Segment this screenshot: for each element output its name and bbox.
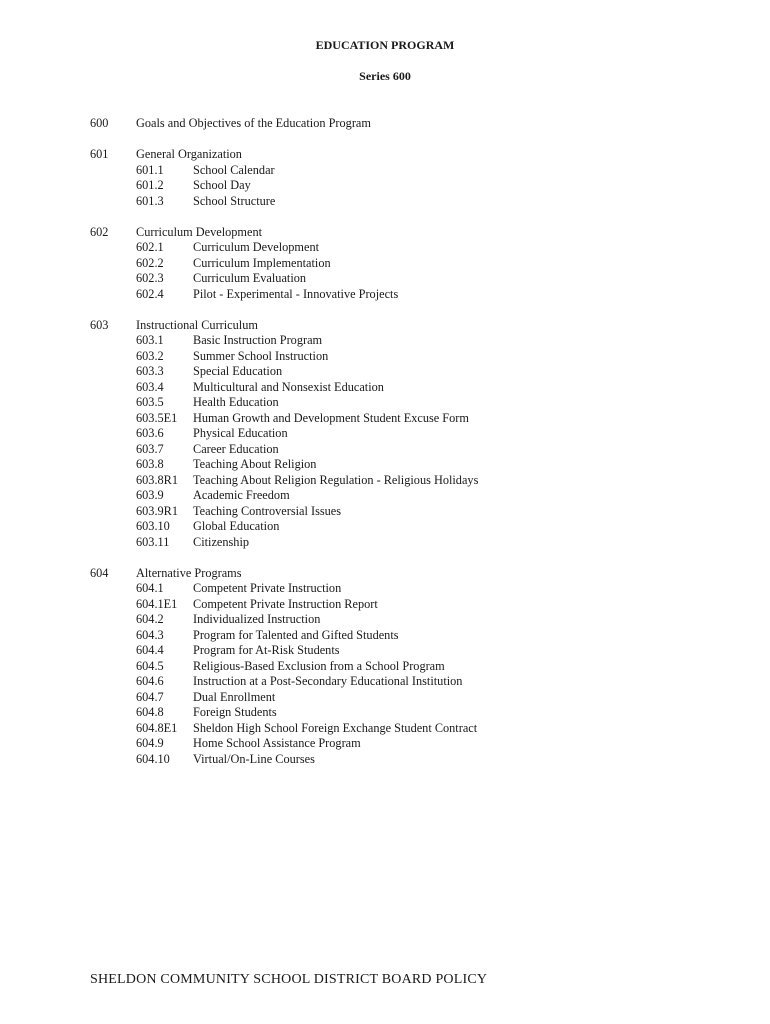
policy-item	[136, 457, 690, 473]
policy-item-number: 603.8R1	[136, 472, 179, 487]
policy-item-number: 603.5	[136, 395, 164, 409]
section-number: 601	[90, 147, 109, 161]
policy-item-number: 601.3	[136, 193, 164, 208]
policy-item-title: Sheldon High School Foreign Exchange Student Contract	[193, 720, 478, 735]
policy-item-title: Teaching About Religion Regulation - Religious Holidays	[193, 472, 479, 487]
section-title: Alternative Programs	[136, 565, 242, 580]
policy-item-number: 604.9	[136, 736, 164, 750]
policy-item-title: Multicultural and Nonsexist Education	[193, 379, 384, 394]
policy-item	[136, 442, 690, 458]
policy-item-number: 604.4	[136, 643, 164, 657]
policy-item	[136, 240, 690, 256]
policy-item-title: Individualized Instruction	[193, 612, 321, 626]
policy-item-number: 603.2	[136, 348, 164, 363]
policy-item-number: 603.11	[136, 534, 170, 549]
policy-item-title: Virtual/On-Line Courses	[193, 751, 315, 766]
policy-section	[90, 116, 690, 132]
policy-item	[136, 690, 690, 706]
policy-item-title: School Structure	[193, 193, 276, 208]
policy-item-title: Human Growth and Development Student Excuse Form	[193, 410, 469, 425]
policy-item	[136, 333, 690, 349]
policy-item-number: 604.8	[136, 705, 164, 719]
policy-item	[136, 380, 690, 396]
section-title: Instructional Curriculum	[136, 317, 258, 332]
policy-item-number: 603.9	[136, 488, 164, 502]
policy-item	[136, 612, 690, 628]
policy-item-number: 603.10	[136, 519, 170, 533]
policy-item-title: Program for At-Risk Students	[193, 643, 340, 657]
policy-item-title: Health Education	[193, 395, 279, 409]
policy-item-number: 603.7	[136, 441, 164, 456]
section-title: Goals and Objectives of the Education Program	[136, 116, 371, 130]
policy-item-number: 604.3	[136, 627, 164, 642]
policy-item-title: Summer School Instruction	[193, 348, 329, 363]
policy-item	[136, 488, 690, 504]
policy-item	[136, 271, 690, 287]
policy-item-number: 603.4	[136, 379, 164, 394]
policy-item	[136, 178, 690, 194]
policy-item	[136, 535, 690, 551]
policy-item-title: Career Education	[193, 441, 279, 456]
policy-item-number: 604.5	[136, 658, 164, 673]
policy-item-title: Dual Enrollment	[193, 689, 276, 704]
policy-item-number: 604.7	[136, 689, 164, 704]
policy-item-title: Home School Assistance Program	[193, 736, 361, 750]
document-footer: SHELDON COMMUNITY SCHOOL DISTRICT BOARD POLICY	[90, 972, 488, 987]
policy-item-number: 602.1	[136, 240, 164, 254]
policy-item-number: 604.1	[136, 581, 164, 595]
policy-item	[136, 256, 690, 272]
policy-item	[136, 163, 690, 179]
policy-item-number: 603.6	[136, 426, 164, 440]
policy-item-number: 601.1	[136, 162, 164, 177]
policy-item-number: 604.10	[136, 751, 170, 766]
document-subtitle: Series 600	[359, 69, 411, 83]
policy-item	[136, 349, 690, 365]
policy-item	[136, 705, 690, 721]
policy-item-title: School Day	[193, 178, 251, 192]
policy-item-title: Academic Freedom	[193, 488, 290, 502]
policy-item	[136, 411, 690, 427]
policy-section	[90, 318, 690, 551]
policy-item-number: 603.8	[136, 457, 164, 471]
policy-item-number: 602.2	[136, 255, 164, 270]
policy-item-number: 602.3	[136, 271, 164, 285]
policy-item-number: 603.9R1	[136, 503, 179, 518]
policy-item-number: 602.4	[136, 286, 164, 301]
policy-item-title: Pilot - Experimental - Innovative Projects	[193, 286, 399, 301]
policy-item	[136, 752, 690, 768]
policy-item-title: School Calendar	[193, 162, 275, 177]
policy-item	[136, 736, 690, 752]
section-title: Curriculum Development	[136, 224, 263, 239]
policy-item-number: 601.2	[136, 178, 164, 192]
policy-item-number: 603.3	[136, 364, 164, 378]
policy-item	[136, 194, 690, 210]
policy-item	[136, 364, 690, 380]
policy-item	[136, 473, 690, 489]
policy-item-title: Foreign Students	[193, 705, 277, 719]
policy-item	[136, 519, 690, 535]
policy-item	[136, 395, 690, 411]
policy-item-number: 604.6	[136, 674, 164, 688]
policy-item-number: 603.1	[136, 333, 164, 347]
policy-item	[136, 426, 690, 442]
policy-item-title: Curriculum Evaluation	[193, 271, 307, 285]
policy-item-title: Citizenship	[193, 534, 250, 549]
table-of-contents	[90, 116, 690, 783]
policy-item-title: Competent Private Instruction Report	[193, 596, 378, 611]
policy-item-title: Curriculum Implementation	[193, 255, 331, 270]
policy-item-title: Teaching Controversial Issues	[193, 503, 342, 518]
policy-item	[136, 504, 690, 520]
policy-item-title: Competent Private Instruction	[193, 581, 342, 595]
policy-item-title: Special Education	[193, 364, 283, 378]
policy-item-number: 604.1E1	[136, 596, 178, 611]
policy-section	[90, 225, 690, 303]
policy-item-title: Religious-Based Exclusion from a School Program	[193, 658, 445, 673]
policy-item	[136, 659, 690, 675]
document-title: EDUCATION PROGRAM	[315, 38, 455, 52]
policy-item-title: Basic Instruction Program	[193, 333, 323, 347]
policy-item	[136, 581, 690, 597]
section-number: 602	[90, 224, 109, 239]
policy-section	[90, 147, 690, 209]
section-title: General Organization	[136, 147, 242, 161]
policy-section	[90, 566, 690, 768]
section-number: 604	[90, 565, 109, 580]
policy-item-title: Teaching About Religion	[193, 457, 317, 471]
policy-item-title: Physical Education	[193, 426, 288, 440]
policy-item-number: 603.5E1	[136, 410, 178, 425]
section-number: 600	[90, 116, 109, 130]
section-number: 603	[90, 317, 109, 332]
policy-item	[136, 597, 690, 613]
policy-item	[136, 721, 690, 737]
policy-item-title: Program for Talented and Gifted Students	[193, 627, 399, 642]
policy-item-title: Instruction at a Post-Secondary Educational Institution	[193, 674, 463, 688]
policy-item-number: 604.8E1	[136, 720, 178, 735]
policy-item-title: Curriculum Development	[193, 240, 320, 254]
policy-item	[136, 287, 690, 303]
policy-item-number: 604.2	[136, 612, 164, 626]
policy-item-title: Global Education	[193, 519, 280, 533]
policy-item	[136, 674, 690, 690]
policy-item	[136, 643, 690, 659]
policy-item	[136, 628, 690, 644]
